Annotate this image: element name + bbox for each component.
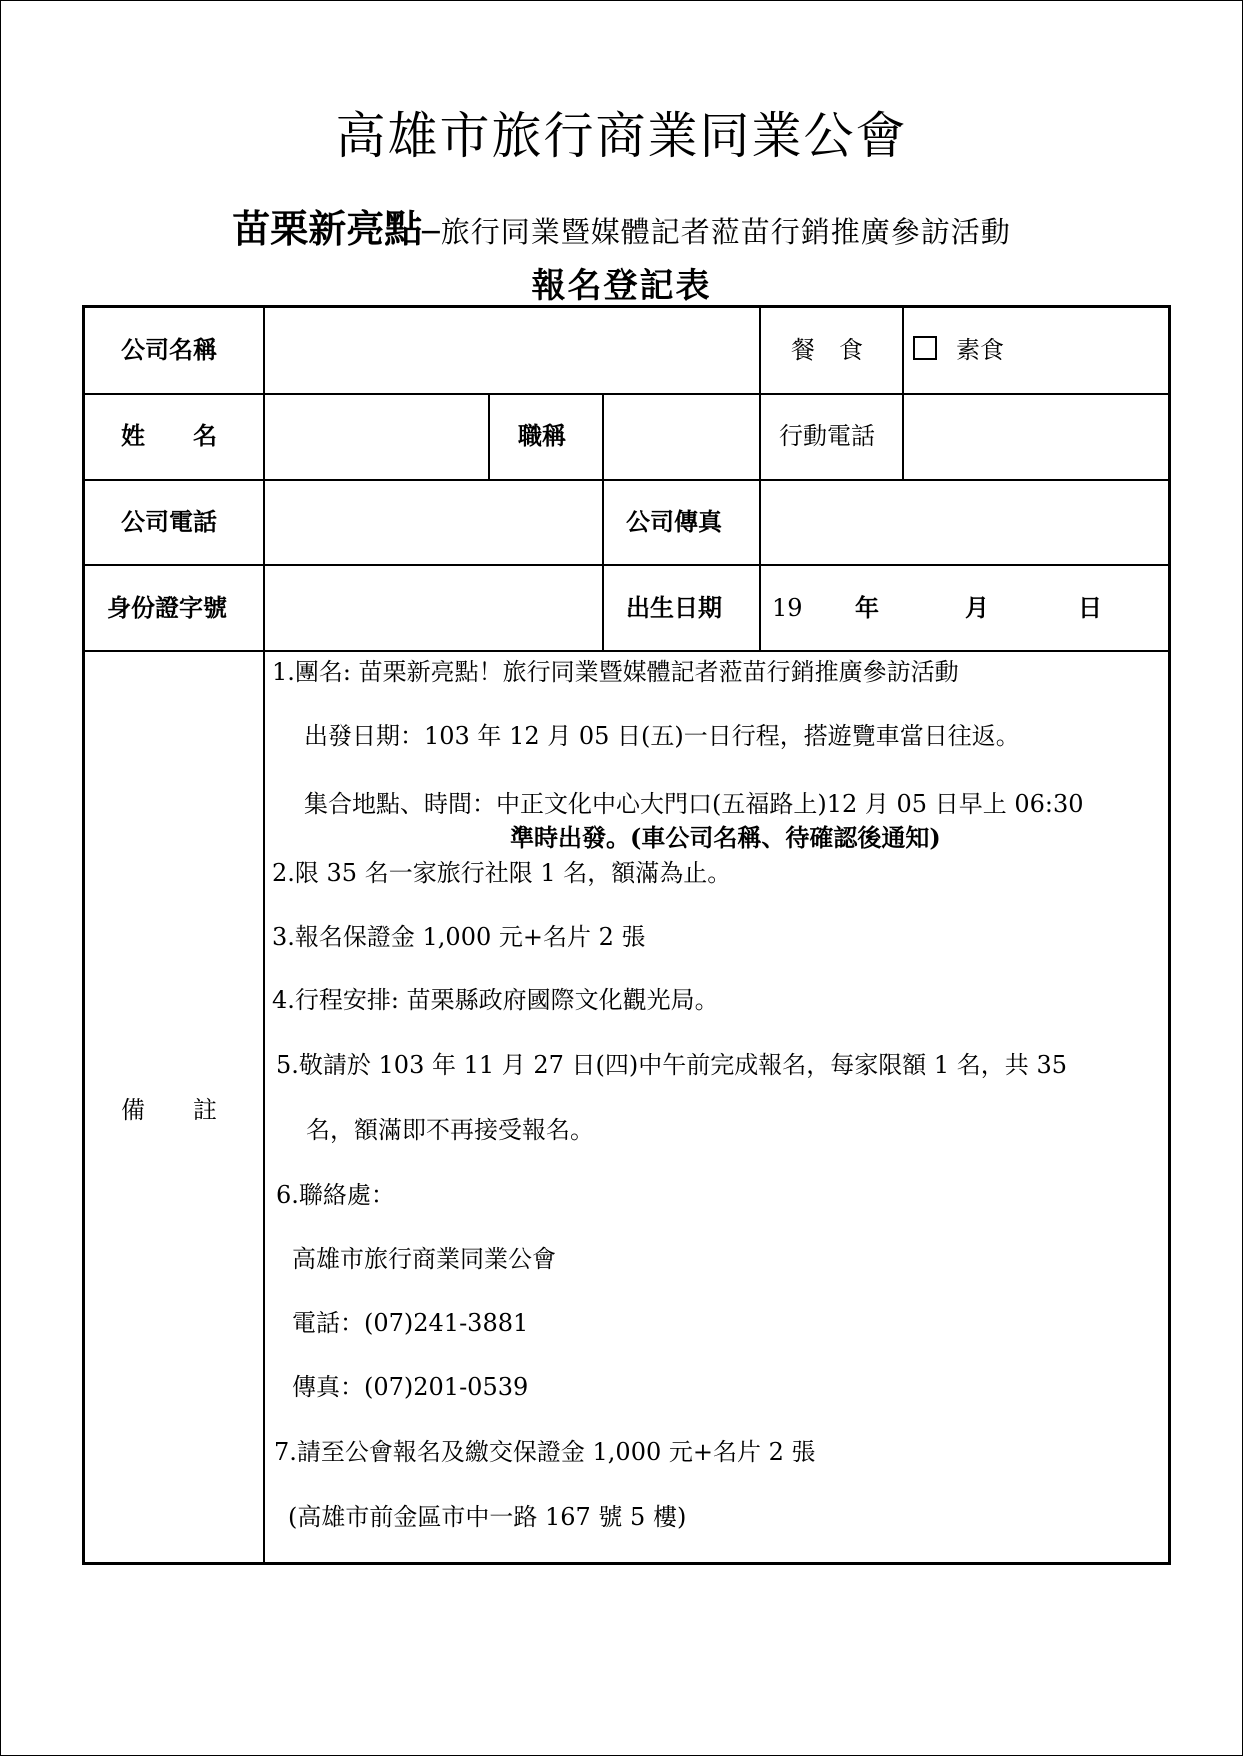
col-divider [488, 393, 490, 479]
row-divider [85, 393, 1168, 395]
remark-line: 集合地點、時間：中正文化中心大門口(五福路上)12 月 05 日早上 06:30 [304, 790, 1084, 818]
remark-line: 準時出發。(車公司名稱、待確認後通知) [510, 823, 941, 852]
remark-line: 6.聯絡處： [276, 1181, 395, 1209]
vegetarian-label: 素食 [956, 336, 1004, 364]
job-title-label: 職稱 [518, 421, 566, 450]
mobile-phone-label: 行動電話 [779, 422, 875, 450]
name-label: 姓 名 [121, 421, 217, 450]
meal-label: 餐 食 [791, 336, 863, 364]
event-title-rest: ─旅行同業暨媒體記者蒞苗行銷推廣參訪活動 [422, 215, 1011, 249]
remark-line: 4.行程安排: 苗栗縣政府國際文化觀光局。 [272, 986, 719, 1014]
col-divider [602, 393, 604, 650]
remark-line: 2.限 35 名一家旅行社限 1 名，額滿為止。 [272, 859, 732, 887]
company-name-label: 公司名稱 [121, 335, 217, 364]
org-title: 高雄市旅行商業同業公會 [335, 107, 908, 165]
form-title: 報名登記表 [531, 266, 712, 306]
company-fax-label: 公司傳真 [626, 507, 722, 536]
col-divider [902, 308, 904, 479]
event-title [0, 198, 1243, 253]
row-divider [85, 479, 1168, 481]
remark-line: 高雄市旅行商業同業公會 [292, 1245, 556, 1273]
remark-line: 7.請至公會報名及繳交保證金 1,000 元+名片 2 張 [274, 1438, 816, 1466]
remark-line: 傳真：(07)201-0539 [292, 1373, 529, 1401]
birth-year-prefix: 19 [772, 594, 803, 622]
company-phone-label: 公司電話 [121, 507, 217, 536]
event-title-bold: 苗栗新亮點 [232, 206, 423, 251]
vegetarian-checkbox[interactable] [913, 336, 937, 360]
remark-line: 1.團名: 苗栗新亮點！旅行同業暨媒體記者蒞苗行銷推廣參訪活動 [272, 658, 959, 686]
remark-line: 電話：(07)241-3881 [292, 1309, 529, 1337]
remark-line: 名，額滿即不再接受報名。 [306, 1116, 594, 1144]
day-label: 日 [1078, 593, 1102, 622]
year-label: 年 [855, 593, 879, 622]
remark-line: 出發日期：103 年 12 月 05 日(五)一日行程，搭遊覽車當日往返。 [304, 722, 1020, 750]
id-number-label: 身份證字號 [107, 593, 227, 622]
col-divider [263, 308, 265, 1562]
remarks-label: 備 註 [121, 1096, 217, 1124]
col-divider [759, 308, 761, 650]
birth-date-label: 出生日期 [626, 593, 722, 622]
remark-line: (高雄市前金區市中一路 167 號 5 樓) [288, 1503, 687, 1531]
remark-line: 5.敬請於 103 年 11 月 27 日(四)中午前完成報名，每家限額 1 名，共 35 [276, 1051, 1067, 1079]
remark-line: 3.報名保證金 1,000 元+名片 2 張 [272, 923, 646, 951]
row-divider [85, 650, 1168, 652]
row-divider [85, 564, 1168, 566]
month-label: 月 [965, 593, 989, 622]
